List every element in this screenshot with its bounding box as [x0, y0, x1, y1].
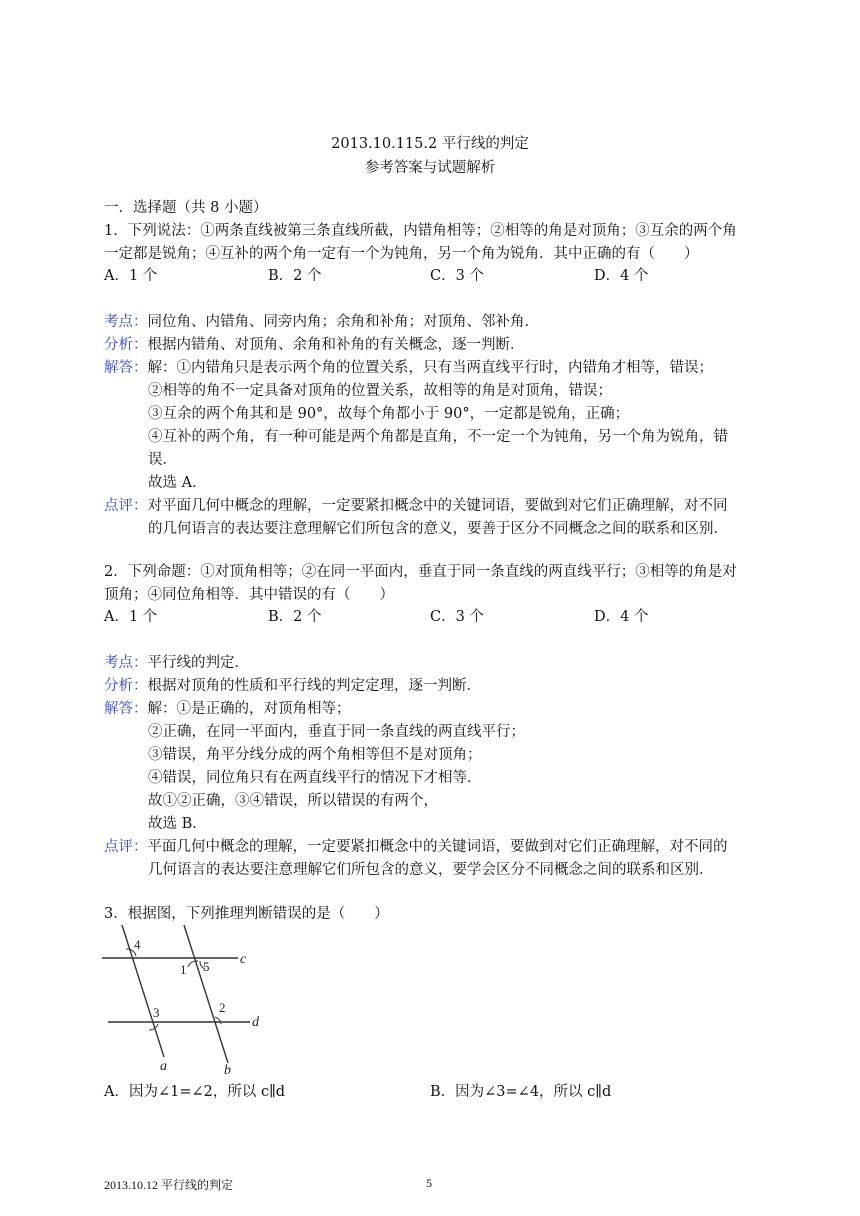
q1-option-c: C．3 个: [430, 268, 484, 284]
label-angle-1: 1: [180, 962, 187, 977]
q1-option-b: B．2 个: [268, 268, 322, 284]
q2-jieda-line-3: ③错误，角平分线分成的两个角相等但不是对顶角；: [148, 747, 482, 763]
q3-option-b: B．因为∠3=∠4，所以 c∥d: [430, 1084, 612, 1100]
q1-fenxi-text: 根据内错角、对顶角、余角和补角的有关概念，逐一判断．: [147, 337, 525, 353]
q1-jieda-line-4: ④互补的两个角，有一种可能是两个角都是直角，不一定一个为钝角，另一个角为锐角，错: [148, 429, 728, 445]
label-line-c: c: [240, 952, 247, 967]
q2-jieda-line-5: 故①②正确，③④错误，所以错误的有两个，: [148, 793, 438, 809]
jieda-label: 解答：: [104, 701, 148, 717]
q1-stem-line-1: 1．下列说法：①两条直线被第三条直线所截，内错角相等；②相等的角是对顶角；③互余的两个角: [104, 223, 737, 239]
q2-jieda-line-4: ④错误，同位角只有在两直线平行的情况下才相等．: [148, 770, 482, 786]
q2-jieda: [104, 697, 351, 718]
page-subtitle: 参考答案与试题解析: [364, 160, 496, 176]
line-b: [184, 925, 228, 1063]
footer-title: 2013.10.12 平行线的判定: [104, 1178, 234, 1192]
q2-option-a: A．1 个: [104, 609, 158, 625]
q1-dianping: [104, 494, 728, 515]
dianping-label: 点评：: [104, 498, 148, 514]
q2-option-c: C．3 个: [430, 609, 484, 625]
q2-kaodian-text: 平行线的判定．: [147, 655, 249, 671]
q2-jieda-line-6: 故选 B．: [148, 816, 207, 832]
dianping-label: 点评：: [104, 839, 148, 855]
label-line-d: d: [252, 1015, 259, 1030]
q1-jieda-line-1: 解：①内错角只是表示两个角的位置关系，只有当两直线平行时，内错角才相等，错误；: [147, 360, 713, 376]
q2-fenxi-text: 根据对顶角的性质和平行线的判定定理，逐一判断．: [147, 678, 481, 694]
q2-option-d: D．4 个: [594, 609, 649, 625]
q2-stem-line-1: 2．下列命题：①对顶角相等；②在同一平面内，垂直于同一条直线的两直线平行；③相等的角是对: [104, 564, 737, 580]
q1-kaodian-text: 同位角、内错角、同旁内角；余角和补角；对顶角、邻补角．: [147, 314, 539, 330]
q1-jieda-line-5: 误．: [148, 452, 177, 468]
q1-jieda: [104, 356, 713, 377]
q1-dianping-line-1: 对平面几何中概念的理解，一定要紧扣概念中的关键词语，要做到对它们正确理解，对不同: [147, 498, 728, 514]
label-line-b: b: [224, 1063, 231, 1075]
fenxi-label: 分析：: [104, 678, 148, 694]
q2-dianping-line-1: 平面几何中概念的理解，一定要紧扣概念中的关键词语，要做到对它们正确理解，对不同的: [147, 839, 728, 855]
q2-kaodian: [104, 651, 249, 672]
q3-option-a: A．因为∠1=∠2，所以 c∥d: [104, 1084, 286, 1100]
label-angle-4: 4: [134, 937, 141, 952]
q2-stem-line-2: 顶角；④同位角相等．其中错误的有（ ）: [104, 587, 394, 603]
q1-jieda-line-2: ②相等的角不一定具备对顶角的位置关系，故相等的角是对顶角，错误；: [148, 383, 612, 399]
fenxi-label: 分析：: [104, 337, 148, 353]
q2-dianping: [104, 835, 728, 856]
q1-jieda-line-6: 故选 A．: [148, 475, 207, 491]
label-line-a: a: [160, 1059, 167, 1074]
jieda-label: 解答：: [104, 360, 148, 376]
q2-fenxi: [104, 674, 481, 695]
page-number: 5: [426, 1176, 432, 1190]
section-heading: 一．选择题（共 8 小题）: [104, 200, 268, 216]
q2-jieda-line-2: ②正确，在同一平面内，垂直于同一条直线的两直线平行；: [148, 724, 525, 740]
q1-kaodian: [104, 310, 539, 331]
q1-option-d: D．4 个: [594, 268, 649, 284]
line-a: [122, 925, 164, 1057]
label-angle-2: 2: [219, 1000, 226, 1015]
q2-dianping-line-2: 几何语言的表达要注意理解它们所包含的意义，要学会区分不同概念之间的联系和区别．: [148, 862, 714, 878]
parallel-lines-figure: [100, 925, 265, 1075]
q3-stem: 3．根据图，下列推理判断错误的是（ ）: [104, 906, 389, 922]
q1-stem-line-2: 一定都是锐角；④互补的两个角一定有一个为钝角，另一个角为锐角．其中正确的有（ ）: [104, 246, 699, 262]
q1-dianping-line-2: 的几何语言的表达要注意理解它们所包含的意义，要善于区分不同概念之间的联系和区别．: [148, 521, 728, 537]
label-angle-3: 3: [153, 1005, 160, 1020]
q2-jieda-line-1: 解：①是正确的，对顶角相等；: [147, 701, 351, 717]
kaodian-label: 考点：: [104, 314, 148, 330]
q2-option-b: B．2 个: [268, 609, 322, 625]
q1-fenxi: [104, 333, 525, 354]
kaodian-label: 考点：: [104, 655, 148, 671]
q1-jieda-line-3: ③互余的两个角其和是 90°，故每个角都小于 90°，一定都是锐角，正确；: [148, 406, 630, 422]
page-title: 2013.10.115.2 平行线的判定: [331, 136, 529, 152]
q1-option-a: A．1 个: [104, 268, 158, 284]
label-angle-5: 5: [203, 959, 210, 974]
